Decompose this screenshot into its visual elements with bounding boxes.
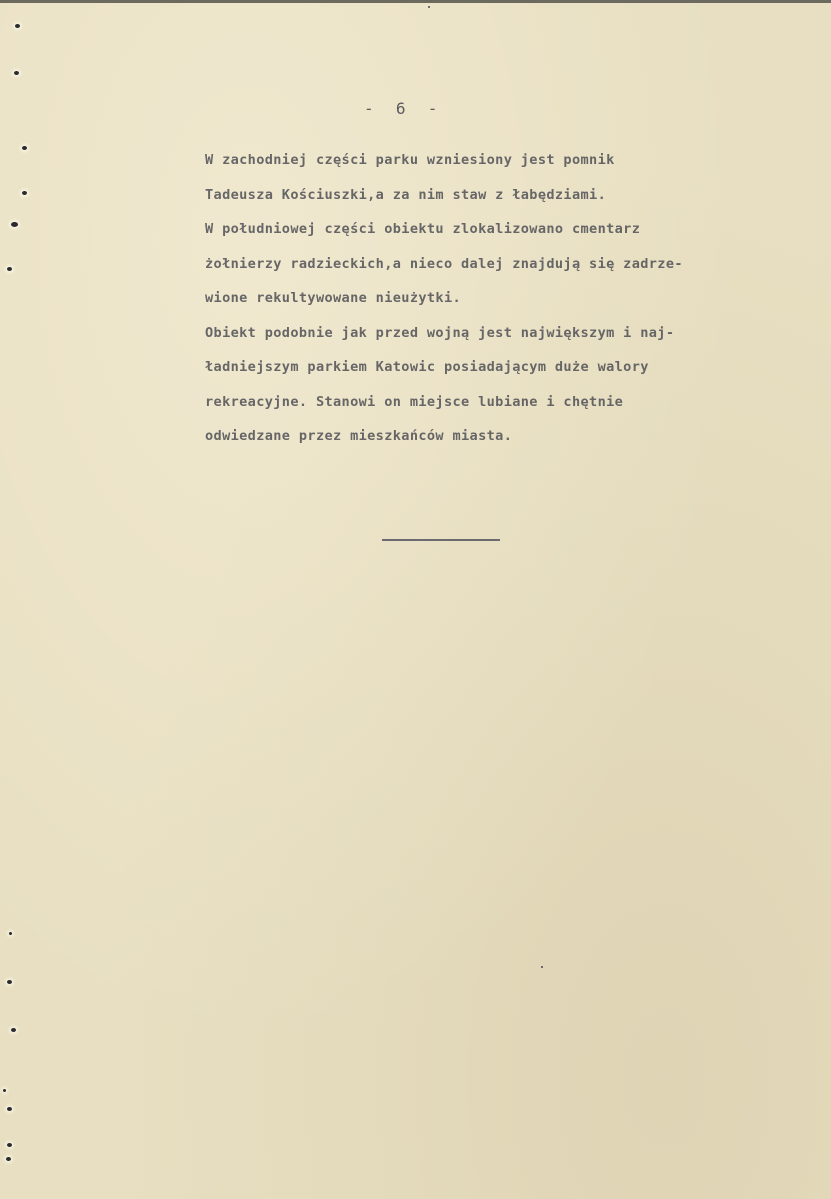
binding-hole-mark <box>7 267 12 271</box>
binding-hole-mark <box>11 1028 16 1032</box>
typewritten-paragraph <box>205 150 805 461</box>
binding-hole-mark <box>7 1107 12 1111</box>
binding-hole-mark <box>6 1157 11 1161</box>
binding-hole-mark <box>3 1089 6 1092</box>
binding-hole-mark <box>7 1143 12 1147</box>
page-number: - 6 - <box>364 99 439 118</box>
binding-hole-mark <box>22 146 27 150</box>
binding-hole-mark <box>15 24 20 28</box>
paper-speck <box>428 6 430 8</box>
text-line: wione rekultywowane nieużytki. <box>205 290 462 306</box>
binding-hole-mark <box>14 71 19 75</box>
text-line: Tadeusza Kościuszki,a za nim staw z łabędziami. <box>205 186 607 203</box>
text-line: W południowej części obiektu zlokalizowano cmentarz <box>205 221 641 237</box>
scan-top-edge <box>0 0 831 3</box>
paper-speck <box>541 966 543 968</box>
binding-hole-mark <box>11 222 18 227</box>
text-line: odwiedzane przez mieszkańców miasta. <box>205 428 513 444</box>
binding-hole-mark <box>7 980 12 984</box>
end-separator-line <box>382 539 500 541</box>
text-line: W zachodniej części parku wzniesiony jest pomnik <box>205 152 615 168</box>
binding-hole-mark <box>22 191 27 195</box>
text-line: żołnierzy radzieckich,a nieco dalej znajdują się zadrze- <box>205 255 683 272</box>
text-line: Obiekt podobnie jak przed wojną jest największym i naj- <box>205 324 675 341</box>
text-line: ładniejszym parkiem Katowic posiadającym duże walory <box>205 359 649 375</box>
text-line: rekreacyjne. Stanowi on miejsce lubiane i chętnie <box>205 393 624 410</box>
binding-hole-mark <box>9 932 12 935</box>
